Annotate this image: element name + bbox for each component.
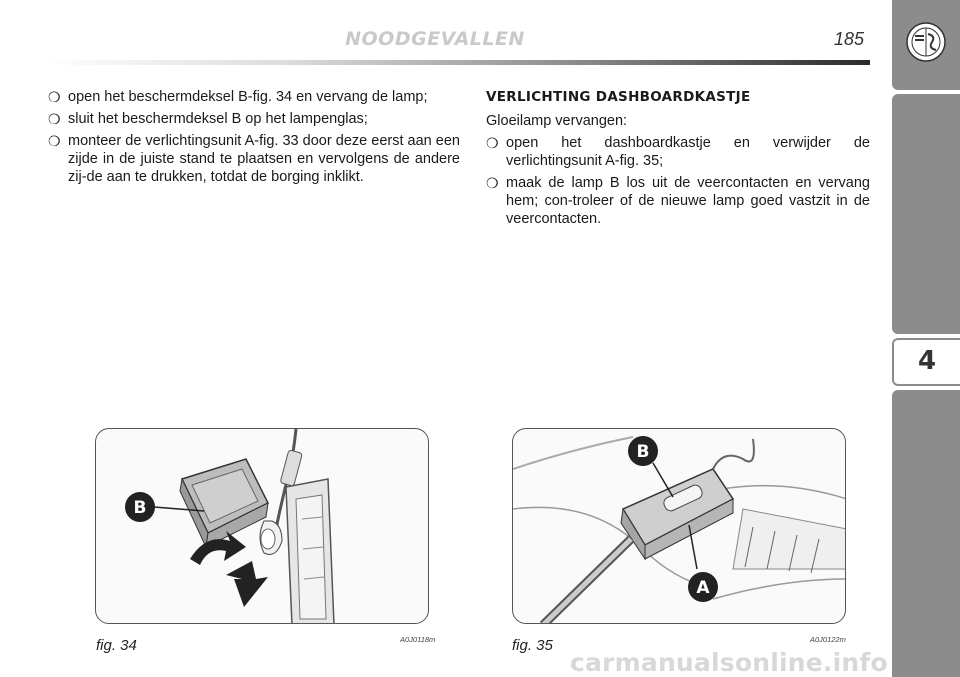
list-item <box>486 174 870 228</box>
chapter-sidebar <box>892 0 960 677</box>
glovebox-lamp-illustration <box>513 429 846 624</box>
callout-a: A <box>696 578 710 598</box>
watermark: carmanualsonline.info <box>570 648 888 677</box>
callout-b: B <box>133 498 147 518</box>
chapter-tab[interactable] <box>892 94 960 334</box>
chapter-number: 4 <box>917 346 937 376</box>
list-item-text: open het dashboardkastje en verwijder de verlichtingsunit A-fig. 35; <box>506 135 870 169</box>
page-title: NOODGEVALLEN <box>345 28 525 50</box>
left-column <box>48 88 460 190</box>
bullet-icon: ❍ <box>48 89 61 105</box>
list-item <box>48 132 460 186</box>
figure-34-caption: fig. 34 <box>96 637 137 654</box>
page-number: 185 <box>833 29 864 49</box>
alfa-romeo-logo-icon <box>906 22 946 62</box>
section-heading: VERLICHTING DASHBOARDKASTJE <box>486 89 751 105</box>
figure-35-caption: fig. 35 <box>512 637 553 654</box>
figure-34-code: A0J0118m <box>400 635 436 644</box>
chapter-tab-active[interactable] <box>892 338 960 386</box>
right-column <box>486 88 870 232</box>
list-item-text: monteer de verlichtingsunit A-fig. 33 door deze eerst aan een zijde in de juiste stand te plaatsen en vervolgens de andere zij-de aan te drukken, totdat de borging inklikt. <box>68 133 460 185</box>
bullet-icon: ❍ <box>486 175 499 191</box>
list-item <box>48 110 460 128</box>
figure-35-code: A0J0122m <box>810 635 846 644</box>
callout-b: B <box>636 442 650 462</box>
figure-35 <box>512 428 846 624</box>
chapter-tab[interactable] <box>892 390 960 677</box>
list-item <box>48 88 460 106</box>
lamp-cover-illustration <box>96 429 429 624</box>
header-divider <box>40 60 870 65</box>
list-item-text: sluit het beschermdeksel B op het lampenglas; <box>68 111 368 127</box>
list-item <box>486 134 870 170</box>
figure-34 <box>95 428 429 624</box>
bullet-icon: ❍ <box>48 111 61 127</box>
intro-text: Gloeilamp vervangen: <box>486 113 628 129</box>
logo-tab <box>892 0 960 90</box>
list-item-text: maak de lamp B los uit de veercontacten en vervang hem; con-troleer of de nieuwe lamp goed vastzit in de veercontacten. <box>506 175 870 227</box>
list-item-text: open het beschermdeksel B-fig. 34 en vervang de lamp; <box>68 89 428 105</box>
bullet-icon: ❍ <box>48 133 61 149</box>
bullet-icon: ❍ <box>486 135 499 151</box>
